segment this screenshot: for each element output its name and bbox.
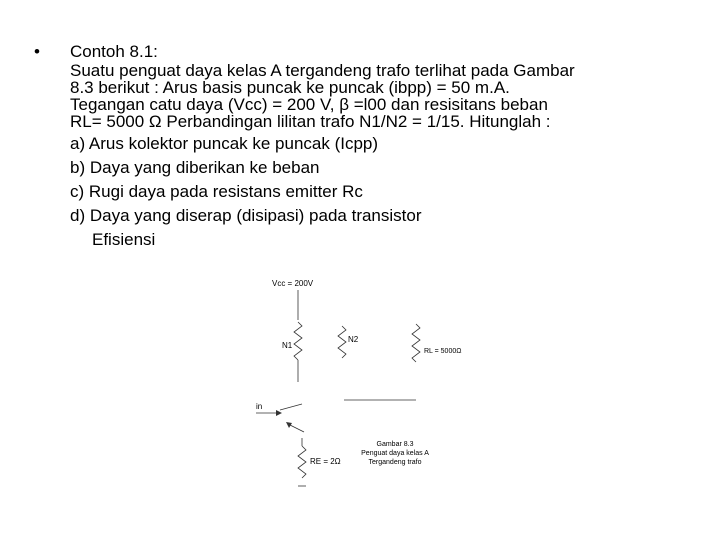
question-item-a: a) Arus kolektor puncak ke puncak (Icpp) xyxy=(70,134,379,153)
problem-statement xyxy=(70,62,710,130)
n2-label: N2 xyxy=(348,335,359,344)
load-resistor xyxy=(412,324,420,362)
figure-caption-line: Tergandeng trafo xyxy=(368,459,422,466)
n1-label: N1 xyxy=(282,341,293,350)
base-lead xyxy=(280,404,302,410)
input-label: in xyxy=(256,402,263,411)
example-heading: Contoh 8.1: xyxy=(70,42,158,61)
slide-content xyxy=(70,42,710,250)
circuit-diagram xyxy=(250,270,462,502)
input-arrow xyxy=(276,410,282,416)
question-item-d: d) Daya yang diserap (disipasi) pada transistor xyxy=(70,206,422,225)
emitter-arrow xyxy=(286,422,292,428)
figure-caption-line: Penguat daya kelas A xyxy=(361,450,429,457)
primary-winding xyxy=(294,322,302,360)
problem-line: Suatu penguat daya kelas A tergandeng trafo terlihat pada Gambar xyxy=(70,61,575,80)
question-item-c: c) Rugi daya pada resistans emitter Rc xyxy=(70,182,363,201)
question-item-b: b) Daya yang diberikan ke beban xyxy=(70,158,320,177)
re-label: RE = 2Ω xyxy=(310,457,341,466)
rl-label: RL = 5000Ω xyxy=(424,348,462,355)
problem-line: 8.3 berikut : Arus basis puncak ke puncak (ibpp) = 50 m.A. xyxy=(70,78,510,97)
emitter-resistor xyxy=(298,446,306,478)
figure-caption-line: Gambar 8.3 xyxy=(376,441,414,448)
vcc-label: Vcc = 200V xyxy=(272,279,314,288)
question-item-efficiency: Efisiensi xyxy=(92,230,156,249)
problem-line: Tegangan catu daya (Vcc) = 200 V, β =l00 dan resisitans beban xyxy=(70,95,548,114)
bullet-marker: • xyxy=(34,42,40,61)
problem-line: RL= 5000 Ω Perbandingan lilitan trafo N1/N2 = 1/15. Hitunglah : xyxy=(70,112,551,131)
secondary-winding xyxy=(338,326,346,358)
